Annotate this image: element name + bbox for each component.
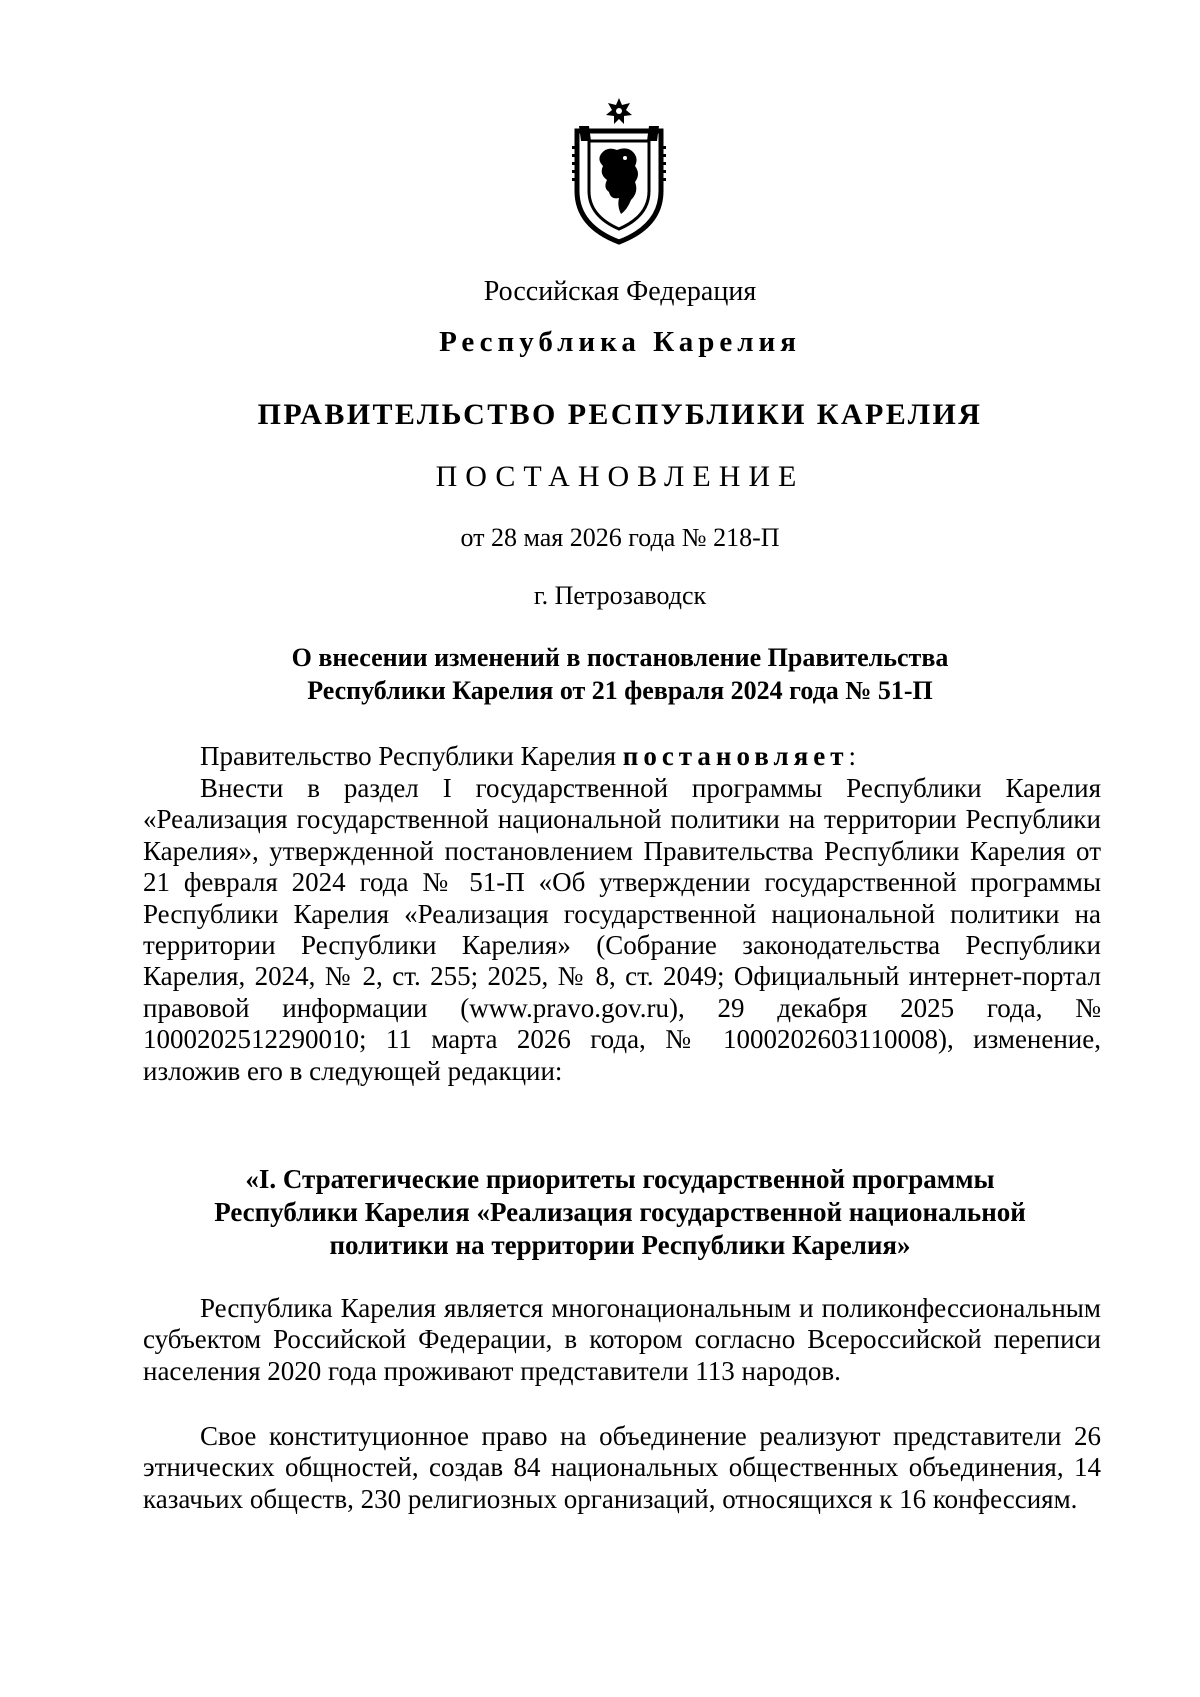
decree-verb: постановляет	[622, 741, 849, 771]
decree-colon: :	[848, 741, 857, 771]
section-title-line: Республики Карелия «Реализация государственной национальной	[214, 1197, 1026, 1227]
document-title-line: О внесении изменений в постановление Правительства	[291, 643, 949, 672]
coat-of-arms-emblem	[569, 96, 669, 246]
section-title	[0, 1163, 1200, 1262]
country-name: Российская Федерация	[483, 276, 757, 307]
section-title-line: политики на территории Республики Карелия»	[329, 1230, 911, 1260]
decree-intro	[143, 741, 1101, 772]
decree-intro-text: Правительство Республики Карелия	[200, 741, 617, 771]
republic-name: Республика Карелия	[439, 326, 801, 358]
document-type: ПОСТАНОВЛЕНИЕ	[435, 460, 805, 493]
section-title-line: «I. Стратегические приоритеты государственной программы	[245, 1164, 995, 1194]
bear-figure	[599, 148, 638, 214]
document-date-number: от 28 мая 2026 года № 218-П	[460, 523, 780, 552]
government-name: ПРАВИТЕЛЬСТВО РЕСПУБЛИКИ КАРЕЛИЯ	[257, 398, 983, 431]
section-paragraph: Свое конституционное право на объединение реализуют представители 26 этнических общностей, создав 84 национальных общественных объединения, 14 казачьих обществ, 230 религиозных организаций, относящихся к 16 конфессиям.	[143, 1421, 1101, 1514]
section-paragraph: Республика Карелия является многонациональным и поликонфессиональным субъектом Российской Федерации, в котором согласно Всероссийской переписи населения 2020 года проживают представители 113 народов.	[143, 1293, 1101, 1386]
document-city: г. Петрозаводск	[533, 581, 707, 610]
document-title	[0, 641, 1200, 707]
document-title-line: Республики Карелия от 21 февраля 2024 года № 51-П	[307, 676, 933, 705]
star-icon	[606, 98, 632, 124]
main-paragraph: Внести в раздел I государственной программы Республики Карелия «Реализация государственной национальной политики на территории Республики Карелия», утвержденной постановлением Правительства Республики Карелия от 21 февраля 2024 года № 51-П «Об утверждении государственной программы Республики Карелия «Реализация государственной национальной политики на территории Республики Карелия» (Собрание законодательства Республики Карелия, 2024, № 2, ст. 255; 2025, № 8, ст. 2049; Официальный интернет-портал правовой информации (www.pravo.gov.ru), 29 декабря 2025 года, № 1000202512290010; 11 марта 2026 года, № 1000202603110008), изменение, изложив его в следующей редакции:	[143, 773, 1101, 1086]
